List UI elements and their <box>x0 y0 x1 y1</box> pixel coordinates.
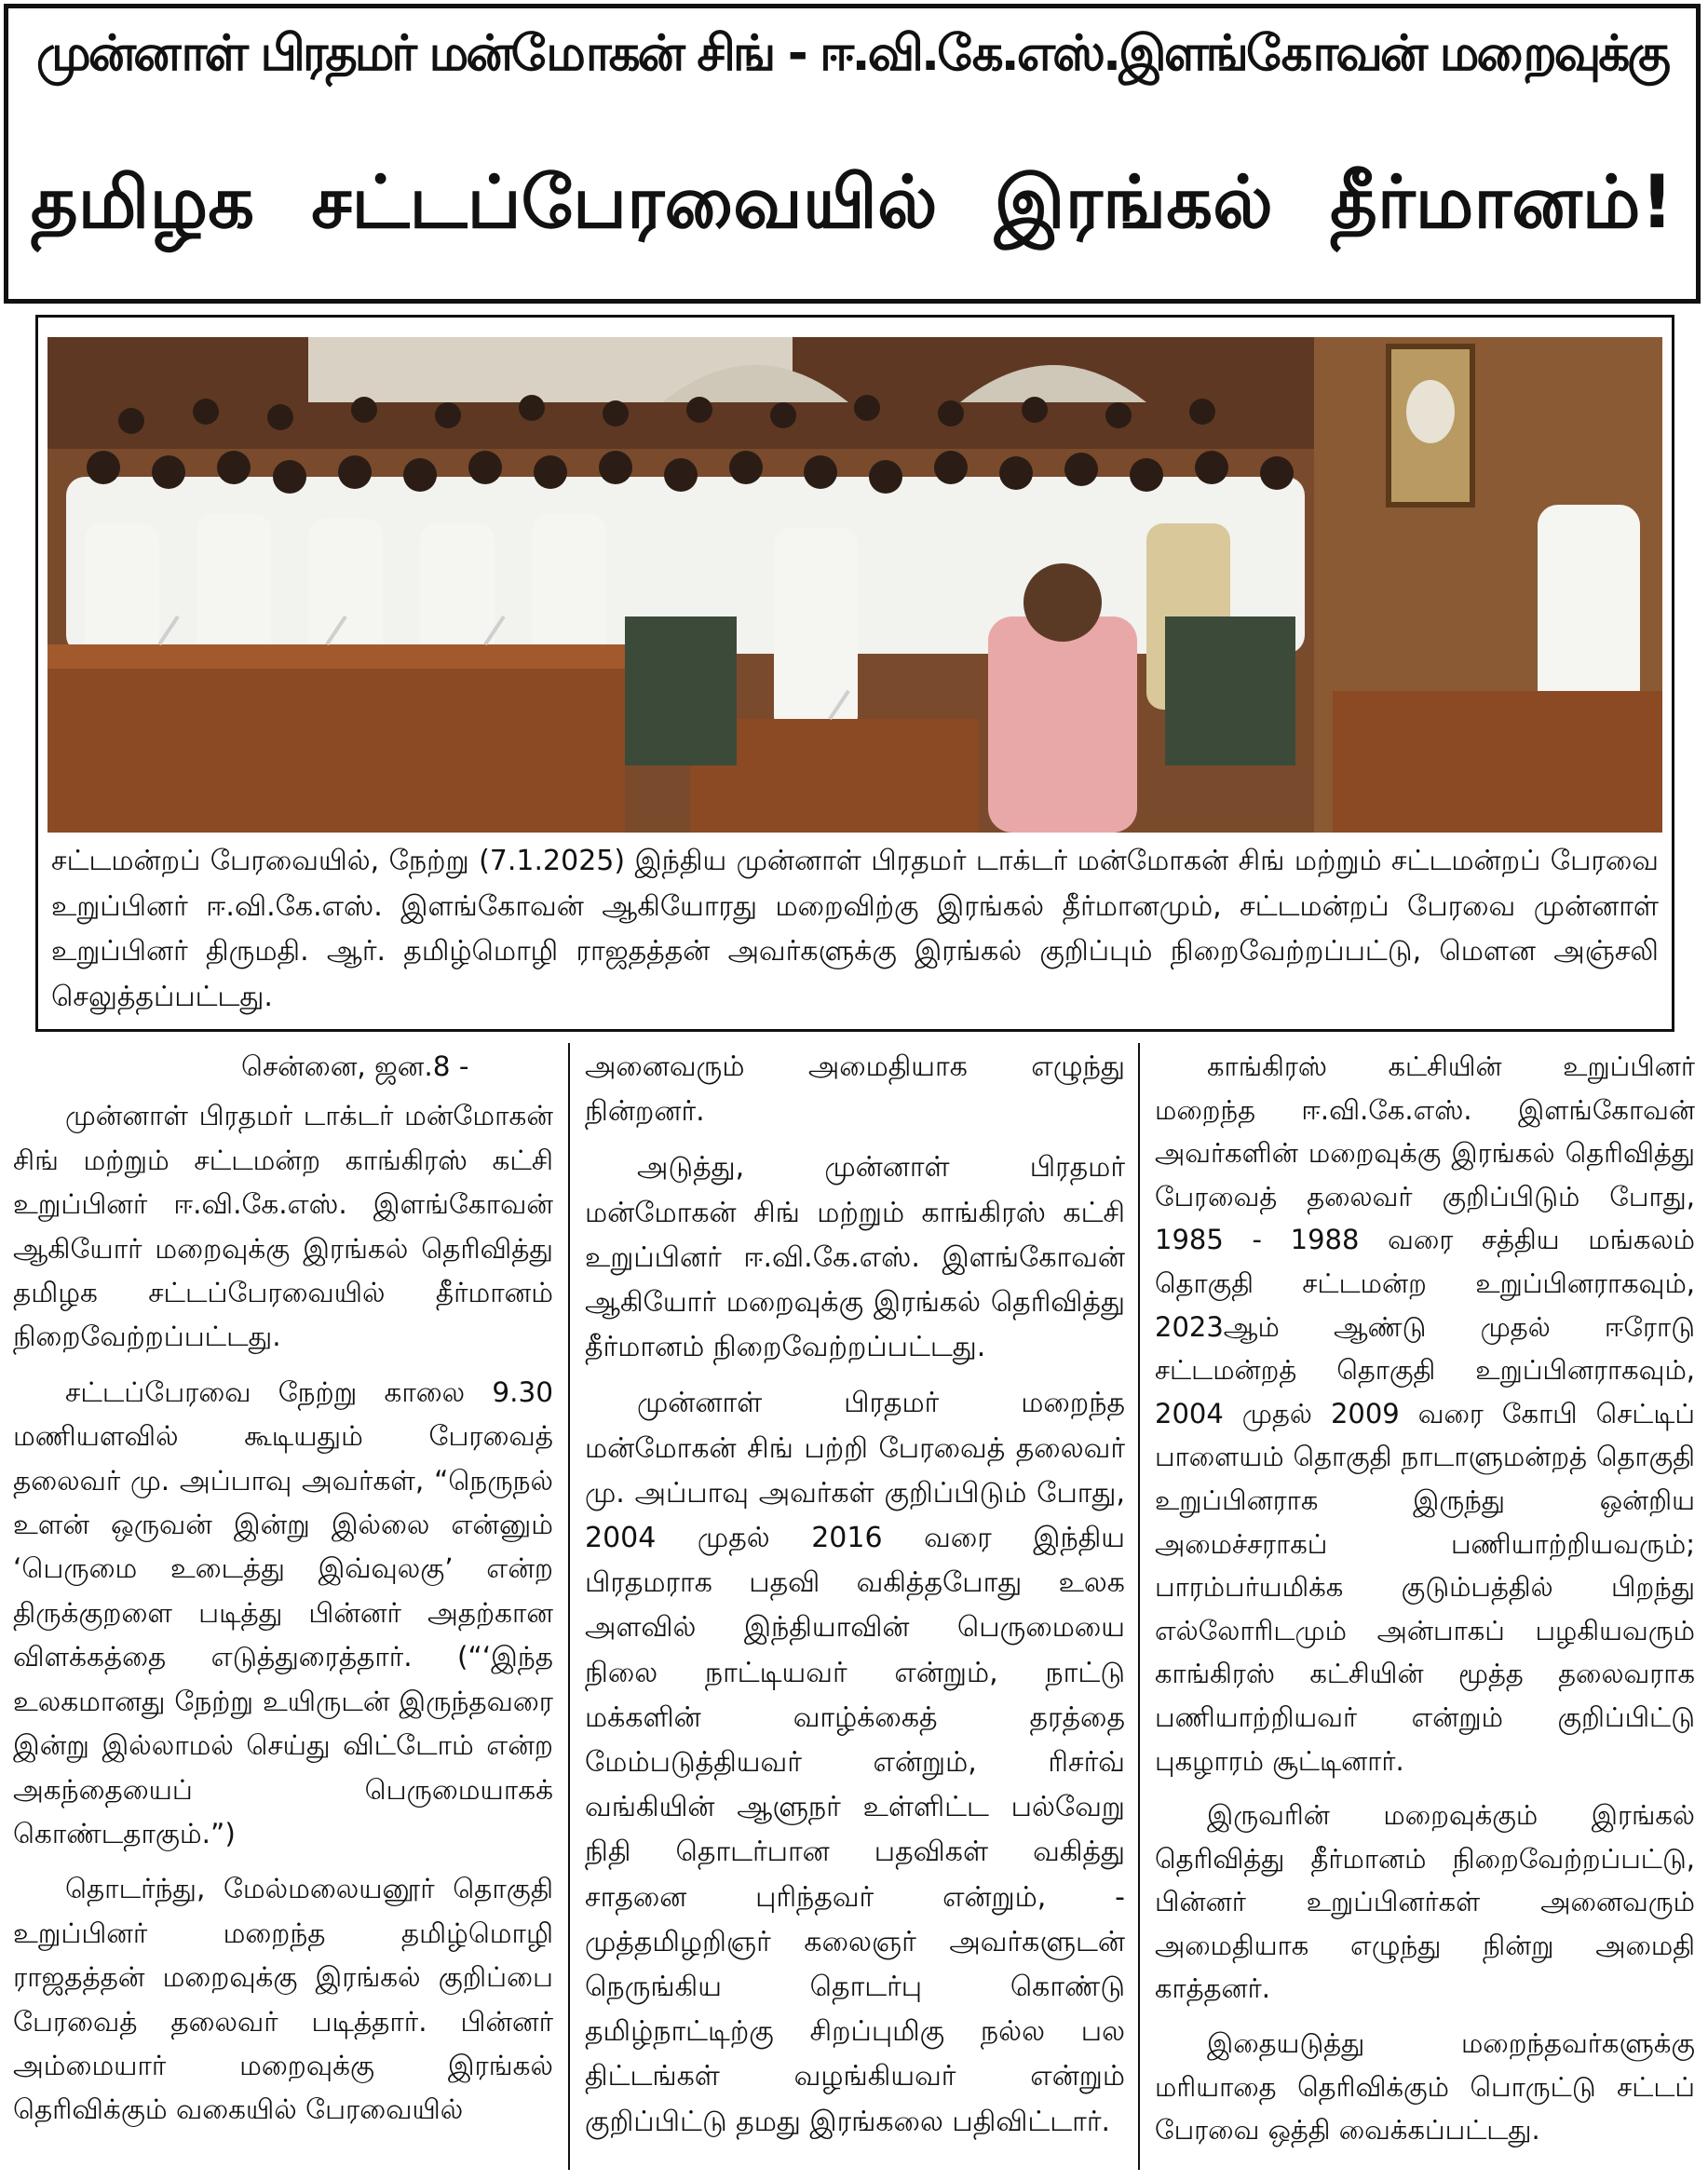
paragraph: முன்னாள் பிரதமர் டாக்டர் மன்மோகன் சிங் மற்றும் சட்டமன்ற காங்கிரஸ் கட்சி உறுப்பினர் ஈ.வி.கே.எஸ். இளங்கோவன் ஆகியோர் மறைவுக்கு இரங்கல் தெரிவித்து தமிழக சட்டப்பேரவையில் தீர்மானம் நிறைவேற்றப்பட்டது. <box>13 1100 553 1353</box>
paragraph: இதையடுத்து மறைந்தவர்களுக்கு மரியாதை தெரிவிக்கும் பொருட்டு சட்டப் பேரவை ஒத்தி வைக்கப்பட்டது. <box>1155 2027 1695 2147</box>
paragraph: அடுத்து, முன்னாள் பிரதமர் மன்மோகன் சிங் மற்றும் காங்கிரஸ் கட்சி உறுப்பினர் ஈ.வி.கே.எஸ். இளங்கோவன் ஆகியோர் மறைவுக்கு இரங்கல் தெரிவித்து தீர்மானம் நிறைவேற்றப்பட்டது. <box>585 1151 1125 1364</box>
paragraph: முன்னாள் பிரதமர் மறைந்த மன்மோகன் சிங் பற்றி பேரவைத் தலைவர் மு. அப்பாவு அவர்கள் குறிப்பிடும் போது, 2004 முதல் 2016 வரை இந்திய பிரதமராக பதவி வகித்தபோது உலக அளவில் இந்தியாவின் பெருமையை நிலை நாட்டியவர் என்றும், நாட்டு மக்களின் வாழ்க்கைத் தரத்தை மேம்படுத்தியவர் என்றும், ரிசர்வ் வங்கியின் ஆளுநர் உள்ளிட்ட பல்வேறு நிதி தொடர்பான பதவிகள் வகித்து சாதனை புரிந்தவர் என்றும், - முத்தமிழறிஞர் கலைஞர் அவர்களுடன் நெருங்கிய தொடர்பு கொண்டு தமிழ்நாட்டிற்கு சிறப்புமிகு நல்ல பல திட்டங்கள் வழங்கியவர் என்றும் குறிப்பிட்டு தமது இரங்கலை பதிவிட்டார். <box>585 1387 1125 2138</box>
paragraph: இருவரின் மறைவுக்கும் இரங்கல் தெரிவித்து தீர்மானம் நிறைவேற்றப்பட்டு, பின்னர் உறுப்பினர்கள் அனைவரும் அமைதியாக எழுந்து நின்று அமைதி காத்தனர். <box>1155 1799 1695 2005</box>
dateline: சென்னை, ஜன.8 - <box>241 1050 469 1082</box>
paragraph: தொடர்ந்து, மேல்மலையனூர் தொகுதி உறுப்பினர் மறைந்த தமிழ்மொழி ராஜதத்தன் மறைவுக்கு இரங்கல் குறிப்பை பேரவைத் தலைவர் படித்தார். பின்னர் அம்மையார் மறைவுக்கு இரங்கல் தெரிவிக்கும் வகையில் பேரவையில் <box>13 1873 553 2126</box>
article-column-1 <box>13 1045 553 2144</box>
headline-line-1: முன்னாள் பிரதமர் மன்மோகன் சிங் - ஈ.வி.கே.எஸ்.இளங்கோவன் மறைவுக்கு <box>35 25 1669 82</box>
paragraph: சட்டப்பேரவை நேற்று காலை 9.30 மணியளவில் கூடியதும் பேரவைத் தலைவர் மு. அப்பாவு அவர்கள், “நெருநல் உளன் ஒருவன் இன்று இல்லை என்னும் ‘பெருமை உடைத்து இவ்வுலகு’ என்ற திருக்குறளை படித்து பின்னர் அதற்கான விளக்கத்தை எடுத்துரைத்தார். (“‘இந்த உலகமானது நேற்று உயிருடன் இருந்தவரை இன்று இல்லாமல் செய்து விட்டோம் என்ற அகந்தையைப் பெருமையாகக் கொண்டதாகும்.”) <box>13 1375 553 1849</box>
headline-box <box>4 4 1701 304</box>
paragraph: அனைவரும் அமைதியாக எழுந்து நின்றனர். <box>585 1050 1125 1129</box>
article-column-2 <box>585 1045 1125 2156</box>
paragraph: காங்கிரஸ் கட்சியின் உறுப்பினர் மறைந்த ஈ.வி.கே.எஸ். இளங்கோவன் அவர்களின் மறைவுக்கு இரங்கல் தெரிவித்து பேரவைத் தலைவர் குறிப்பிடும் போது, 1985 - 1988 வரை சத்திய மங்கலம் தொகுதி சட்டமன்ற உறுப்பினராகவும், 2023ஆம் ஆண்டு முதல் ஈரோடு சட்டமன்றத் தொகுதி உறுப்பினராகவும், 2004 முதல் 2009 வரை கோபி செட்டிப் பாளையம் தொகுதி நாடாளுமன்றத் தொகுதி உறுப்பினராக இருந்து ஒன்றிய அமைச்சராகப் பணியாற்றியவரும்; பாரம்பர்யமிக்க குடும்பத்தில் பிறந்து எல்லோரிடமும் அன்பாகப் பழகியவரும் காங்கிரஸ் கட்சியின் மூத்த தலைவராக பணியாற்றியவர் என்றும் குறிப்பிட்டு புகழாரம் சூட்டினார். <box>1155 1050 1695 1777</box>
article-column-3 <box>1155 1045 1695 2163</box>
headline-line-2: தமிழக சட்டப்பேரவையில் இரங்கல் தீர்மானம்! <box>30 161 1674 245</box>
photo-box <box>35 315 1674 1032</box>
column-divider <box>1138 1043 1140 2170</box>
photo-caption: சட்டமன்றப் பேரவையில், நேற்று (7.1.2025) இந்திய முன்னாள் பிரதமர் டாக்டர் மன்மோகன் சிங் மற்றும் சட்டமன்றப் பேரவை உறுப்பினர் ஈ.வி.கே.எஸ். இளங்கோவன் ஆகியோரது மறைவிற்கு இரங்கல் தீர்மானமும், சட்டமன்றப் பேரவை முன்னாள் உறுப்பினர் திருமதி. ஆர். தமிழ்மொழி ராஜதத்தன் அவர்களுக்கு இரங்கல் குறிப்பும் நிறைவேற்றப்பட்டு, மௌன அஞ்சலி செலுத்தப்பட்டது. <box>51 845 1659 1013</box>
column-divider <box>568 1043 570 2170</box>
assembly-photo <box>47 337 1662 833</box>
